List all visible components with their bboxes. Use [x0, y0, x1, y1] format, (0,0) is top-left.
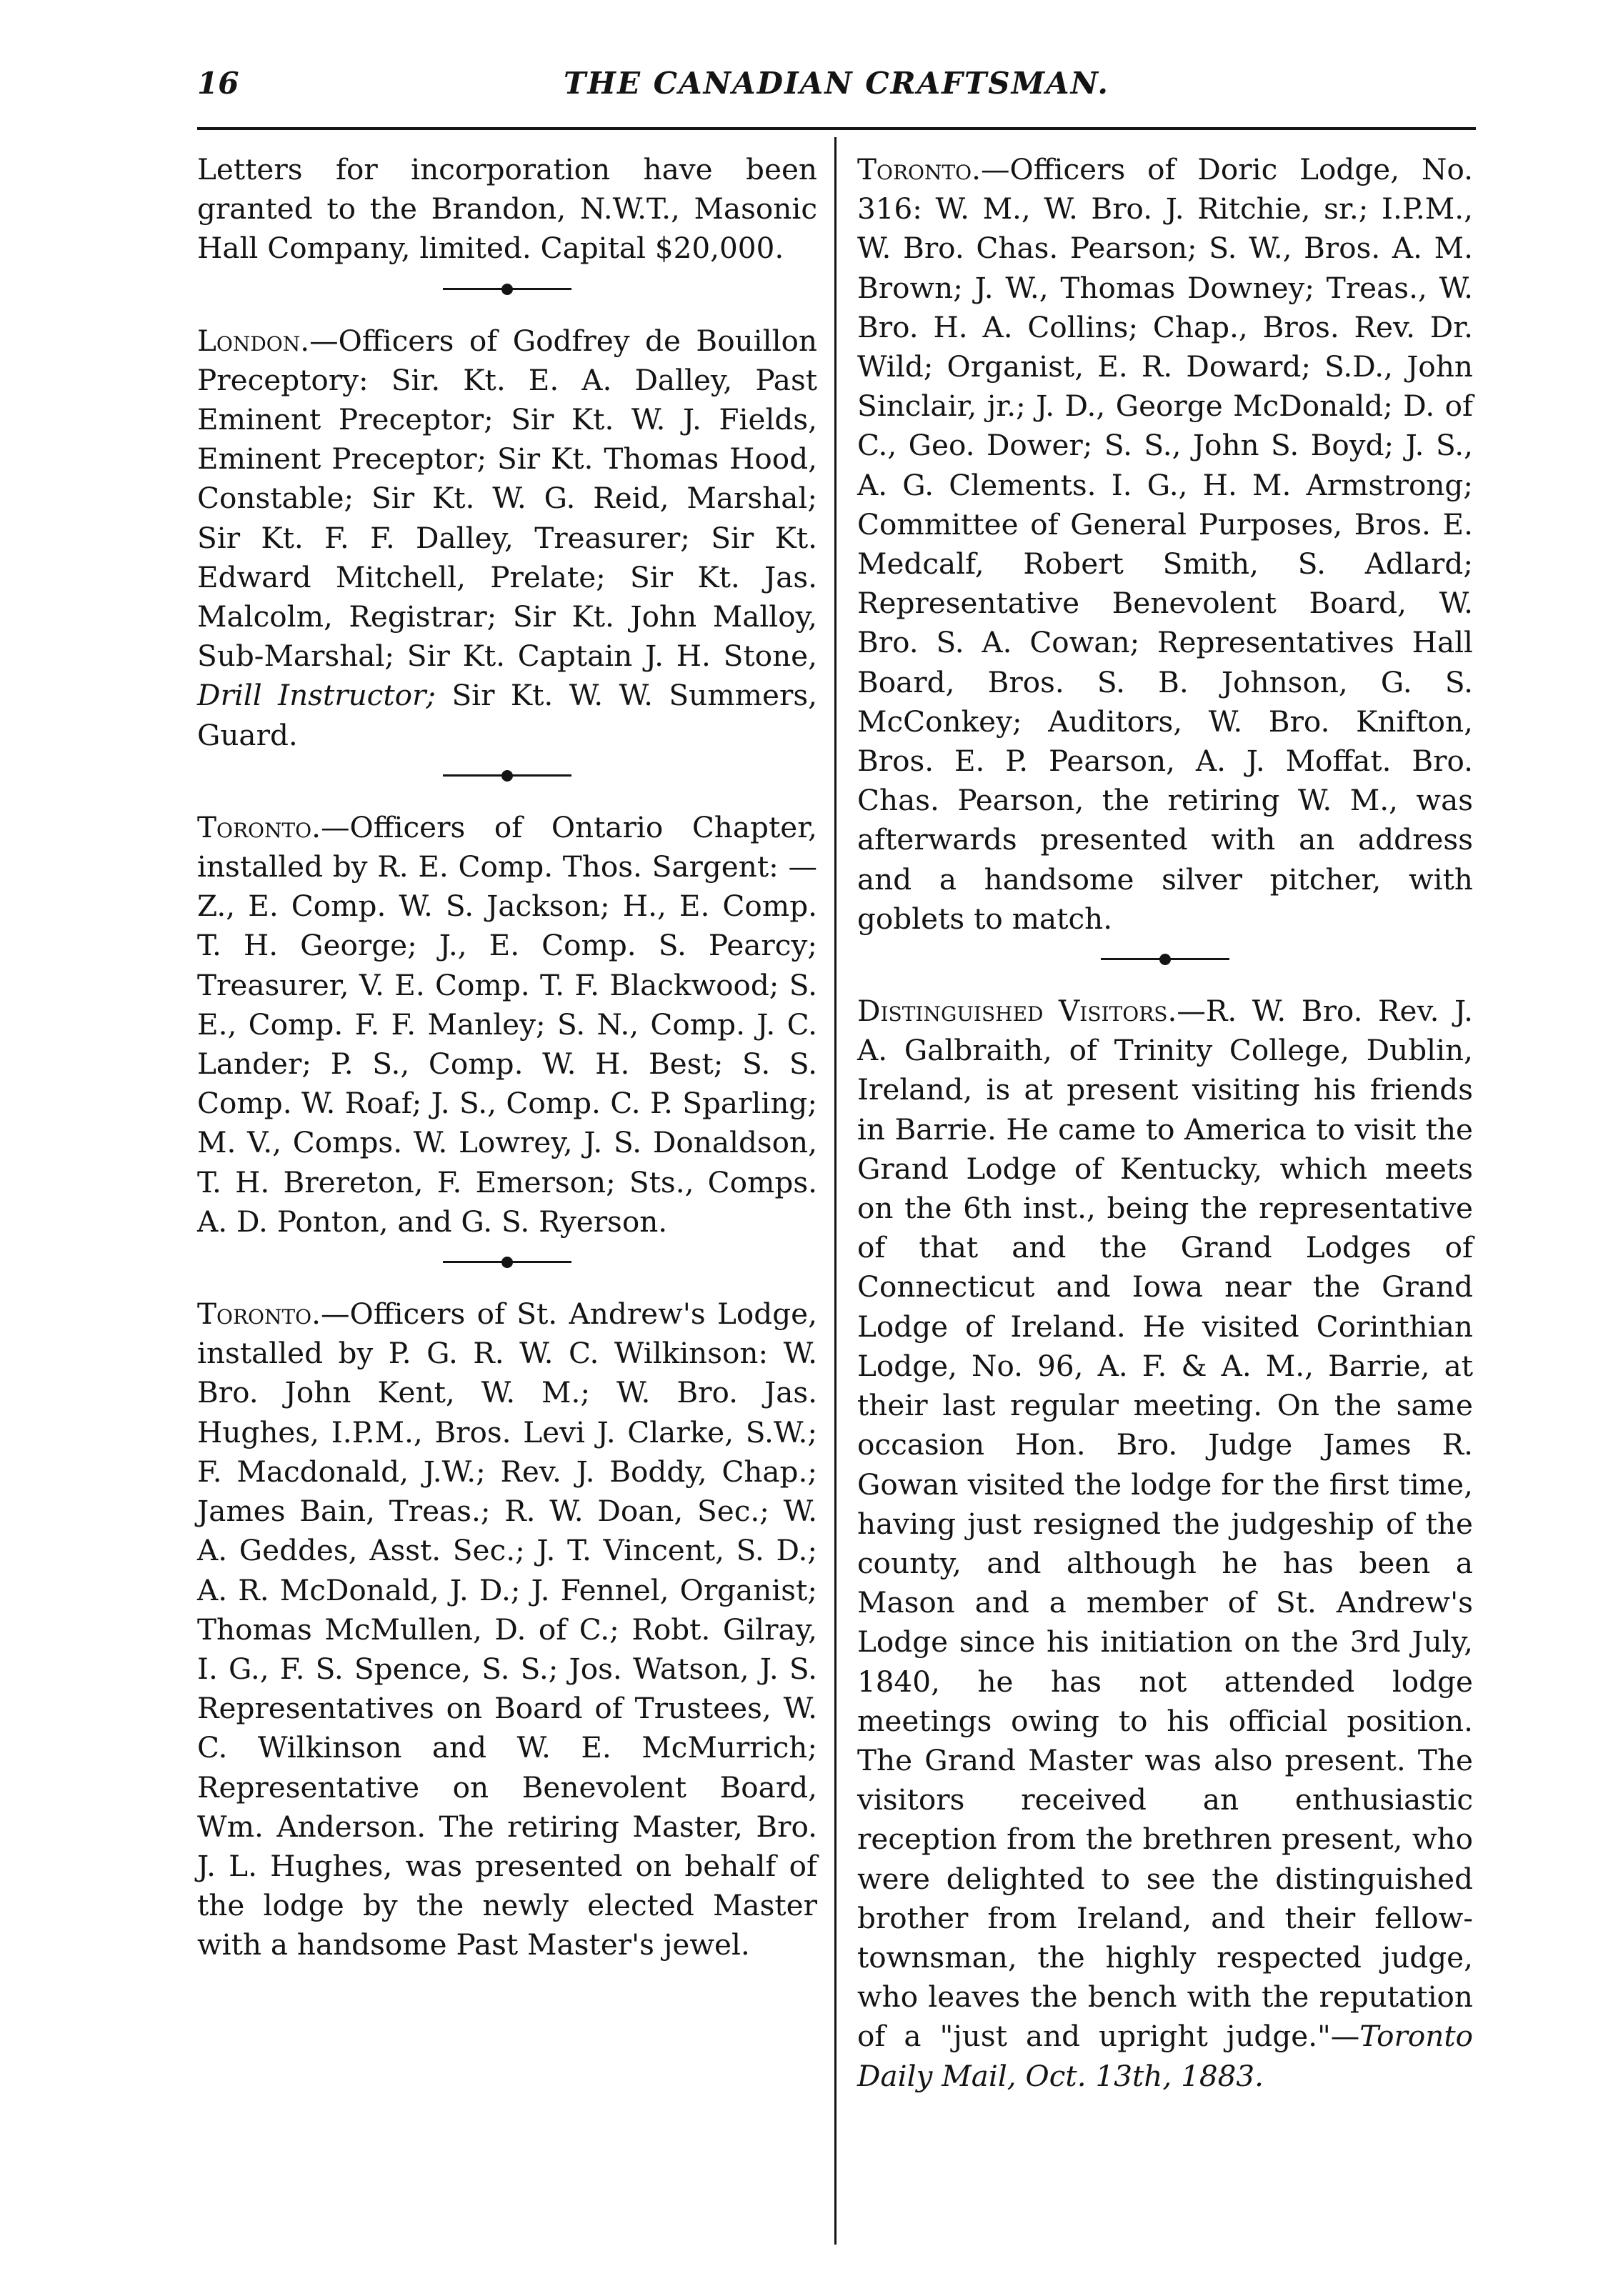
- article-body: —Officers of Ontario Chapter, installed by R. E. Comp. Thos. Sargent: — Z., E. Comp. W. S. Jackson; H., E. Comp. T. H. George; J., E. Comp. S. Pearcy; Treasurer, V. E. Comp. T. F. Blackwood; S. E., Comp. F. F. Manley; S. N., Comp. J. C. Lander; P. S., Comp. W. H. Best; S. S. Comp. W. Roaf; J. S., Comp. C. P. Sparling; M. V., Comps. W. Lowrey, J. S. Donaldson, T. H. Brereton, F. Emerson; Sts., Comps. A. D. Ponton, and G. S. Ryerson.: [197, 809, 817, 1239]
- article-body: —Officers of Godfrey de Bouillon Preceptory: Sir. Kt. E. A. Dalley, Past Eminent Preceptor; Sir Kt. W. J. Fields, Eminent Preceptor; Sir Kt. Thomas Hood, Constable; Sir Kt. W. G. Reid, Marshal; Sir Kt. F. F. Dalley, Treasurer; Sir Kt. Edward Mitchell, Prelate; Sir Kt. Jas. Malcolm, Registrar; Sir Kt. John Malloy, Sub-Marshal; Sir Kt. Captain J. H. Stone,: [197, 323, 817, 674]
- article-dateline: London.: [197, 323, 310, 358]
- page-header: [197, 63, 1476, 113]
- article-body-end: Sir Kt. W. W. Summers, Guard.: [197, 678, 817, 752]
- article-brandon-incorporation: Letters for incorporation have been granted to the Brandon, N.W.T., Masonic Hall Company, limited. Capital $20,000.: [197, 152, 817, 266]
- article-distinguished-visitors: [857, 992, 1473, 2096]
- article-london-preceptory: [197, 321, 817, 755]
- article-st-andrews-lodge: [197, 1294, 817, 1965]
- article-body: —Officers of St. Andrew's Lodge, installed by P. G. R. W. C. Wilkinson: W. Bro. John Kent, W. M.; W. Bro. Jas. Hughes, I.P.M., Bros. Levi J. Clarke, S.W.; F. Macdonald, J.W.; Rev. J. Boddy, Chap.; James Bain, Treas.; R. W. Doan, Sec.; W. A. Geddes, Asst. Sec.; J. T. Vincent, S. D.; A. R. McDonald, J. D.; J. Fennel, Organist; Thomas McMullen, D. of C.; Robt. Gilray, I. G., F. S. Spence, S. S.; Jos. Watson, J. S. Representatives on Board of Trustees, W. C. Wilkinson and W. E. McMurrich; Representative on Benevolent Board, Wm. Anderson. The retiring Master, Bro. J. L. Hughes, was presented on behalf of the lodge by the newly elected Master with a handsome Past Master's jewel.: [197, 1297, 817, 1962]
- article-separator: [443, 1247, 571, 1276]
- article-separator: [1101, 944, 1229, 973]
- article-dateline: Toronto.: [197, 1297, 321, 1332]
- page-number: 16: [197, 66, 239, 101]
- left-column: [197, 150, 817, 1965]
- column-divider: [834, 137, 837, 2245]
- right-column: [857, 150, 1473, 2096]
- header-rule: [197, 127, 1476, 130]
- article-dateline: Distinguished Visitors.: [857, 994, 1177, 1029]
- article-italic-text: Drill Instructor;: [197, 678, 436, 713]
- running-title: THE CANADIAN CRAFTSMAN.: [564, 66, 1109, 101]
- article-dateline: Toronto.: [857, 152, 982, 186]
- article-doric-lodge: [857, 150, 1473, 939]
- article-ontario-chapter: [197, 808, 817, 1242]
- article-dateline: Toronto.: [197, 809, 321, 844]
- article-body: —Officers of Doric Lodge, No. 316: W. M., W. Bro. J. Ritchie, sr.; I.P.M., W. Bro. Chas. Pearson; S. W., Bros. A. M. Brown; J. W., Thomas Downey; Treas., W. Bro. H. A. Collins; Chap., Bros. Rev. Dr. Wild; Organist, E. R. Doward; S.D., John Sinclair, jr.; J. D., George McDonald; D. of C., Geo. Dower; S. S., John S. Boyd; J. S., A. G. Clements. I. G., H. M. Armstrong; Committee of General Purposes, Bros. E. Medcalf, Robert Smith, S. Adlard; Representative Benevolent Board, W. Bro. S. A. Cowan; Representatives Hall Board, Bros. S. B. Johnson, G. S. McConkey; Auditors, W. Bro. Knifton, Bros. E. P. Pearson, A. J. Moffat. Bro. Chas. Pearson, the retiring W. M., was afterwards presented with an address and a handsome silver pitcher, with goblets to match.: [857, 152, 1473, 936]
- article-separator: [443, 274, 571, 303]
- article-body: —R. W. Bro. Rev. J. A. Galbraith, of Trinity College, Dublin, Ireland, is at present visiting his friends in Barrie. He came to America to visit the Grand Lodge of Kentucky, which meets on the 6th inst., being the representative of that and the Grand Lodges of Connecticut and Iowa near the Grand Lodge of Ireland. He visited Corinthian Lodge, No. 96, A. F. & A. M., Barrie, at their last regular meeting. On the same occasion Hon. Bro. Judge James R. Gowan visited the lodge for the first time, having just resigned the judgeship of the county, and although he has been a Mason and a member of St. Andrew's Lodge since his initiation on the 3rd July, 1840, he has not attended lodge meetings owing to his official position. The Grand Master was also present. The visitors received an enthusiastic reception from the brethren present, who were delighted to see the distinguished brother from Ireland, and their fellow-townsman, the highly respected judge, who leaves the bench with the reputation of a "just and upright judge."—: [857, 994, 1473, 2054]
- article-separator: [443, 761, 571, 789]
- article-citation: Toronto Daily Mail, Oct. 13th, 1883.: [857, 2019, 1473, 2093]
